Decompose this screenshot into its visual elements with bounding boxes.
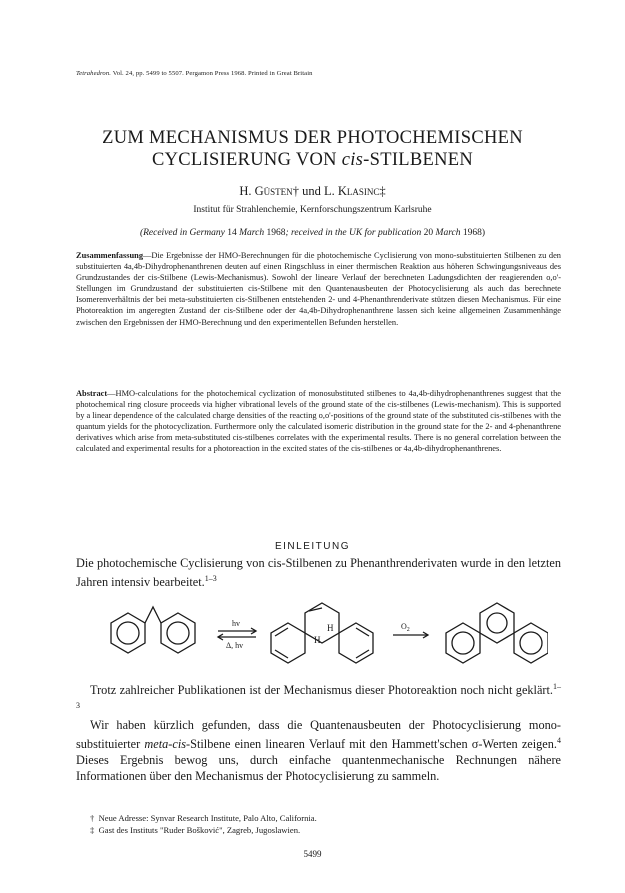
arrow1-bottom-label: Δ, hv [226,641,244,650]
phenanthrene-ring-right [514,623,548,663]
abstract-english-label: Abstract [76,389,108,398]
journal-header [76,70,313,77]
journal-citation: Vol. 24, pp. 5499 to 5507. Pergamon Press 1968. Printed in Great Britain [112,70,313,77]
section-heading: EINLEITUNG [274,541,350,552]
page-number: 5499 [303,849,322,859]
body-paragraph-1: Trotz zahlreicher Publikationen ist der Mechanismus dieser Photoreaktion noch nicht geklärt.$^{1-3}$ [76,682,561,711]
abstract-german-label: Zusammenfassung [76,251,144,260]
intro-paragraph: Die photochemische Cyclisierung von cis-Stilbenen zu Phenanthrenderivaten wurde in den letzten Jahren intensiv bearbeitet.$^{1-3}$ [76,556,561,590]
author-1: H. Güsten [239,184,293,198]
footnotes [90,812,560,836]
body-paragraphs [76,679,561,784]
abstract-english-text: —HMO-calculations for the photochemical cyclization of monosubstituted stilbenes to 4a,4b-dihydrophenanthrenes suggest that the photochemical ring closure proceeds via higher vibrational levels of the ground state of the cis-stilbenes (Lewis-mechanism). This is supported by a linear dependence of the calculated charge densities of the reacting o,o'-positions of the ground state of the substituted cis-stilbenes with the quantum yields for the photocyclization. Furthermore only the calculated isomeric distribution in the ground state for the 2- and 4-phenanthrene derivatives which arise from meta-substituted cis-stilbenes correlates with the experimental results. There is no general correlation between the calculated and experimental results for a photoreaction in the excited states of the cis-stilbenes or 4a,4b-dihydrophenanthrenes. [76,389,561,454]
dihydro-ring-right [339,623,373,663]
benzene-ring-2 [161,613,195,653]
abstract-german-text: —Die Ergebnisse der HMO-Berechnungen für die photochemische Cyclisierung von mono-substituierten Stilbenen zu den substituierten 4a,4b-Dihydrophenanthrenen deuten auf einen Ringschluss in einer thermischen Reaktion aus höheren Schwingungsniveaus des Grundzustandes der cis-Stilbene (Lewis-Mechanismus). Sowohl der lineare Verlauf der berechneten Ladungsdichten der reagierenden o,o'-Stellungen im Grundzustand der substituierten cis-Stilbene mit den Quantenausbeuten der Photocyclisierung als auch das berechnete Isomerenverhältnis der bei meta-substituierten cis-Stilbenen entstehenden 2- und 4-Phenanthrenderivate stützen diesen Mechanismus. Für eine Photoreaktion im angeregten Zustand der cis-Stilbene oder der 4a,4b-Dihydrophenanthrene lassen sich keine allgemeinen Zusammenhänge zwischen den Ergebnissen der HMO-Berechnung und den experimentellen Befunden herstellen. [76,251,561,327]
author-2: L. Klasinc [323,184,380,198]
reaction-scheme [108,591,548,671]
arrow1-top-label: hv [232,619,240,628]
paper-title-line2: CYCLISIERUNG VON cis-STILBENEN [151,150,474,170]
hydrogen-label-top: H [327,623,334,633]
authors: H. Güsten† und L. Klasinc‡ [239,184,386,198]
benzene-ring-1 [111,613,145,653]
footnote-2: ‡ Gast des Instituts "Ruder Bošković", Zagreb, Jugoslawien. [90,825,301,835]
hydrogen-label-bottom: H [314,635,321,645]
received-dates: (Received in Germany 14 March 1968; received in the UK for publication 20 March 1968) [139,228,486,238]
paper-title-line1: ZUM MECHANISMUS DER PHOTOCHEMISCHEN [102,128,523,148]
abstract-english [76,388,561,455]
dihydro-ring-left [271,623,305,663]
arrow2-label: $O_2$ [401,622,410,633]
journal-name: Tetrahedron. [76,70,111,77]
dihydro-ring-middle [305,603,339,643]
phenanthrene-ring-left [446,623,480,663]
phenanthrene-ring-middle [480,603,514,643]
body-paragraph-2: Wir haben kürzlich gefunden, dass die Quantenausbeuten der Photocyclisierung mono-substituierter meta-cis-Stilbene einen linearen Verlauf mit den Hammett'schen σ-Werten zeigen.$^4$ Dieses Ergebnis bewog uns, durch einfache quantenmechanische Rechnungen nähere Informationen über den Mechanismus der Photocyclisierung zu sammeln. [76,718,561,784]
affiliation: Institut für Strahlenchemie, Kernforschungszentrum Karlsruhe [193,205,432,215]
footnote-1: † Neue Adresse: Synvar Research Institute, Palo Alto, California. [90,813,317,823]
abstract-german [76,250,561,328]
